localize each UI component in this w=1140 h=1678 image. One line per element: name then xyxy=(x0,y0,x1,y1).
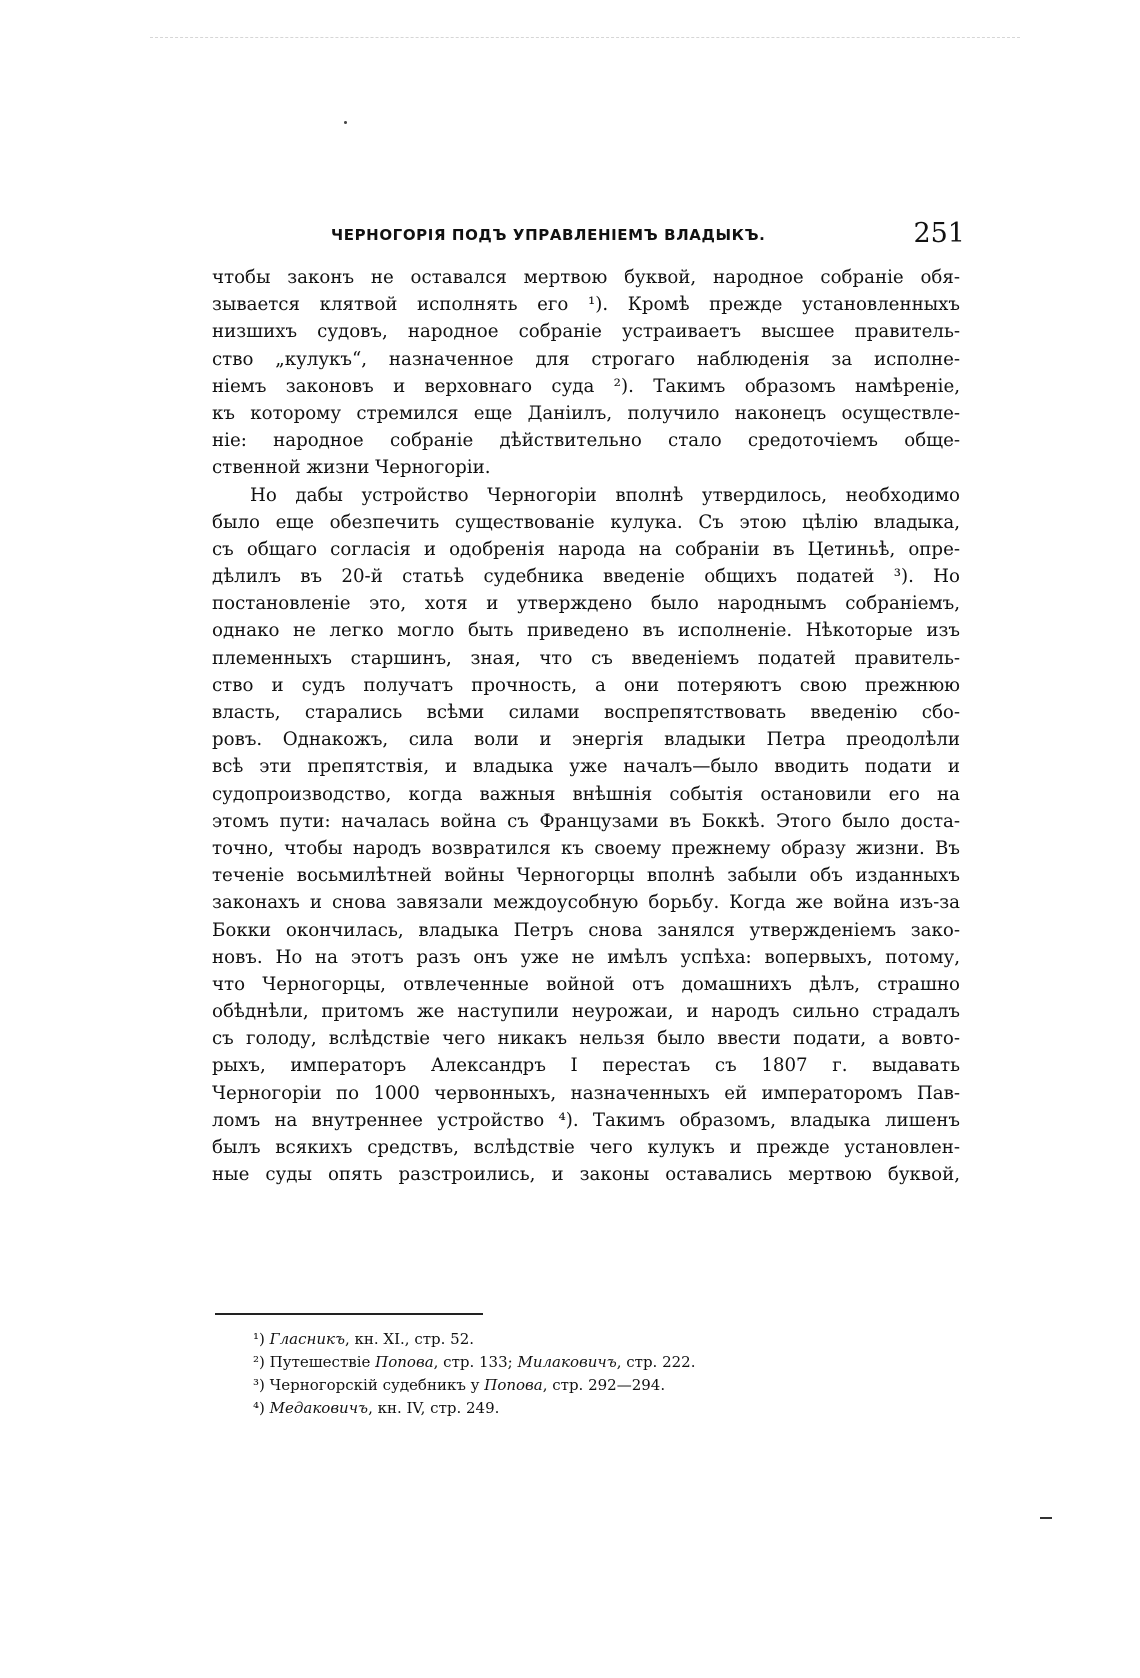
text-line: было еще обезпечить существованіе кулука. Съ этою цѣлію владыка, xyxy=(212,511,960,533)
running-header xyxy=(215,218,965,252)
text-line: ломъ на внутреннее устройство ⁴). Такимъ образомъ, владыка лишенъ xyxy=(212,1109,960,1131)
text-line: былъ всякихъ средствъ, вслѣдствіе чего кулукъ и прежде установлен- xyxy=(212,1137,960,1158)
text-line: этомъ пути: началась война съ Французами въ Боккѣ. Этого было доста- xyxy=(212,810,960,832)
text-line: судопроизводство, когда важныя внѣшнія событія остановили его на xyxy=(212,783,960,805)
text-line: однако не легко могло быть приведено въ исполненіе. Нѣкоторые изъ xyxy=(212,620,960,642)
text-line: съ голоду, вслѣдствіе чего никакъ нельзя было ввести подати, а вовто- xyxy=(212,1028,960,1050)
text-line: новъ. Но на этотъ разъ онъ уже не имѣлъ успѣха: вопервыхъ, потому, xyxy=(212,946,960,968)
text-line: законахъ и снова завязали междоусобную борьбу. Когда же война изъ-за xyxy=(212,892,960,914)
scan-corner-mark xyxy=(1040,1517,1052,1519)
text-line: всѣ эти препятствія, и владыка уже началъ—было вводить подати и xyxy=(212,756,960,778)
paragraph-start-line: Но дабы устройство Черногоріи вполнѣ утвердилось, необходимо xyxy=(250,484,960,506)
footnote-4 xyxy=(253,1397,953,1420)
text-line: власть, старались всѣми силами воспрепятствовать введенію сбо- xyxy=(212,702,960,723)
footnote-separator xyxy=(215,1313,483,1315)
text-line: ровъ. Однакожъ, сила воли и энергія владыки Петра преодолѣли xyxy=(212,729,960,751)
text-line: точно, чтобы народъ возвратился къ своему прежнему образу жизни. Въ xyxy=(212,837,960,859)
scan-speck xyxy=(344,121,347,124)
main-text xyxy=(212,264,960,1188)
footnote-lead: Путешествіе xyxy=(269,1353,376,1371)
footnote-source: Гласникъ xyxy=(269,1330,345,1348)
text-line: чтобы законъ не оставался мертвою буквой, народное собраніе обя- xyxy=(212,267,960,288)
text-line: что Черногорцы, отвлеченные войной отъ домашнихъ дѣлъ, страшно xyxy=(212,973,960,995)
footnote-2 xyxy=(253,1351,953,1374)
text-line: съ общаго согласія и одобренія народа на собраніи въ Цетиньѣ, опре- xyxy=(212,538,960,560)
footnote-mark: ³) xyxy=(253,1376,265,1394)
footnote-rest: , стр. 222. xyxy=(616,1353,696,1371)
text-line: рыхъ, императоръ Александръ I перестаъ съ 1807 г. выдавать xyxy=(212,1055,960,1077)
text-line: къ которому стремился еще Даніилъ, получило наконецъ осуществле- xyxy=(212,402,960,424)
text-line: племенныхъ старшинъ, зная, что съ введеніемъ податей правитель- xyxy=(212,647,960,669)
text-line: Бокки окончилась, владыка Петръ снова занялся утвержденіемъ зако- xyxy=(212,919,960,941)
text-line: ніе: народное собраніе дѣйствительно стало средоточіемъ обще- xyxy=(212,430,960,452)
running-title: ЧЕРНОГОРІЯ ПОДЪ УПРАВЛЕНІЕМЪ ВЛАДЫКЪ. xyxy=(331,226,766,244)
text-line: дѣлилъ въ 20-й статьѣ судебника введеніе общихъ податей ³). Но xyxy=(212,566,960,588)
page-number: 251 xyxy=(913,218,965,249)
text-line: зывается клятвой исполнять его ¹). Кромѣ прежде установленныхъ xyxy=(212,294,960,316)
text-line: ные суды опять разстроились, и законы оставались мертвою буквой, xyxy=(212,1164,960,1186)
footnote-3 xyxy=(253,1374,953,1397)
text-line: ство и судъ получатъ прочность, а они потеряютъ свою прежнюю xyxy=(212,674,960,696)
footnote-rest: , кн. IV, стр. 249. xyxy=(368,1399,500,1417)
text-line: ство „кулукъ“, назначенное для строгаго наблюденія за исполне- xyxy=(212,348,960,370)
footnote-mid: , стр. 133; xyxy=(433,1353,518,1371)
text-line: низшихъ судовъ, народное собраніе устраиваетъ высшее правитель- xyxy=(212,321,960,343)
footnote-mark: ⁴) xyxy=(253,1399,265,1417)
footnotes xyxy=(253,1328,953,1420)
text-line: теченіе восьмилѣтней войны Черногорцы вполнѣ забыли объ изданныхъ xyxy=(212,865,960,887)
text-line: ственной жизни Черногоріи. xyxy=(212,457,491,479)
footnote-source-2: Милаковичъ xyxy=(517,1353,617,1371)
footnote-source: Попова xyxy=(375,1353,434,1371)
footnote-1 xyxy=(253,1328,953,1351)
scan-edge-mark xyxy=(150,37,1020,38)
text-line: ніемъ законовъ и верховнаго суда ²). Такимъ образомъ намѣреніе, xyxy=(212,375,960,397)
text-line: постановленіе это, хотя и утверждено было народнымъ собраніемъ, xyxy=(212,593,960,615)
footnote-source: Попова xyxy=(484,1376,543,1394)
footnote-mark: ²) xyxy=(253,1353,265,1371)
footnote-mark: ¹) xyxy=(253,1330,265,1348)
text-line: обѣднѣли, притомъ же наступили неурожаи, и народъ сильно страдалъ xyxy=(212,1001,960,1023)
footnote-rest: , стр. 292—294. xyxy=(542,1376,666,1394)
footnote-source: Медаковичъ xyxy=(269,1399,369,1417)
footnote-rest: , кн. XI., стр. 52. xyxy=(344,1330,475,1348)
footnote-lead: Черногорскій судебникъ у xyxy=(269,1376,485,1394)
text-line: Черногоріи по 1000 червонныхъ, назначенныхъ ей императоромъ Пав- xyxy=(212,1082,960,1104)
